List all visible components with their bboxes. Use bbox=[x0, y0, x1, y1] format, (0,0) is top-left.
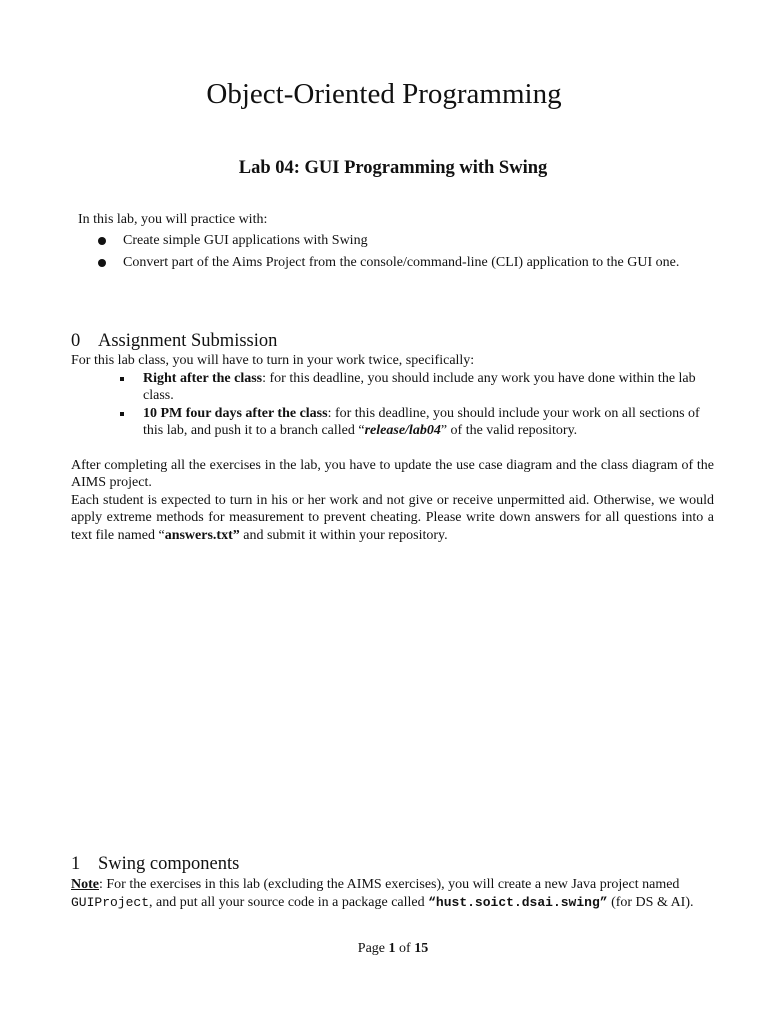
deadline-2-label: 10 PM four days after the class bbox=[143, 405, 328, 421]
bullet-dot-icon bbox=[98, 259, 106, 267]
section-1-title: Swing components bbox=[98, 854, 240, 874]
submission-intro: For this lab class, you will have to turn in your work twice, specifically: bbox=[71, 353, 475, 368]
diagram-paragraph: After completing all the exercises in the lab, you have to update the use case diagram and the class diagram of the AIMS project. bbox=[71, 457, 714, 490]
deadline-item bbox=[71, 370, 714, 405]
section-0-heading bbox=[71, 329, 277, 353]
deadline-list bbox=[71, 370, 714, 440]
of-word: of bbox=[395, 941, 415, 956]
note-text: : For the exercises in this lab (excluding the AIMS exercises), you will create a new Java project named bbox=[99, 877, 680, 892]
square-bullet-icon bbox=[120, 377, 124, 381]
intro-lead: In this lab, you will practice with: bbox=[78, 212, 268, 227]
intro-block bbox=[78, 211, 708, 276]
project-name: GUIProject bbox=[71, 894, 150, 910]
total-pages: 15 bbox=[414, 941, 429, 956]
intro-bullet-item bbox=[78, 254, 708, 272]
deadline-1-text: : for this deadline, you should include any work you have done within the lab class. bbox=[143, 370, 696, 403]
lab-subtitle: Lab 04: GUI Programming with Swing bbox=[238, 158, 548, 178]
answers-filename: answers.txt” bbox=[164, 527, 240, 543]
section-0-body bbox=[71, 352, 714, 544]
current-page: 1 bbox=[388, 941, 396, 956]
section-0-number: 0 bbox=[71, 331, 81, 351]
deadline-1-label: Right after the class bbox=[143, 370, 263, 386]
note-paragraph bbox=[71, 876, 714, 911]
deadline-item bbox=[71, 405, 714, 440]
intro-bullet-list bbox=[78, 232, 708, 272]
note-text-2: , and put all your source code in a package called bbox=[149, 894, 429, 910]
page-footer bbox=[0, 941, 768, 957]
section-0-title: Assignment Submission bbox=[98, 331, 278, 351]
square-bullet-icon bbox=[120, 412, 124, 416]
honesty-text: Each student is expected to turn in his or her work and not give or receive unpermitted aid. Otherwise, we would apply extreme methods for measurement to prevent cheating. Please write down answers for all questions into a text file named “ bbox=[71, 492, 714, 543]
package-name: “hust.soict.dsai.swing” bbox=[428, 894, 608, 910]
intro-bullet-text: Create simple GUI applications with Swing bbox=[123, 233, 368, 248]
intro-bullet-item bbox=[78, 232, 708, 250]
section-1-number: 1 bbox=[71, 854, 81, 874]
branch-name: release/lab04 bbox=[364, 423, 441, 438]
note-label: Note bbox=[71, 877, 99, 892]
honesty-paragraph bbox=[71, 492, 714, 545]
spacer bbox=[71, 440, 714, 457]
bullet-dot-icon bbox=[98, 237, 106, 245]
section-1-body bbox=[71, 876, 714, 911]
deadline-2-text: : for this deadline, you should include your work on all sections of this lab, and push it to a branch called “ bbox=[143, 405, 700, 438]
document-title: Object-Oriented Programming bbox=[206, 78, 562, 110]
page-word: Page bbox=[357, 941, 389, 956]
intro-bullet-text: Convert part of the Aims Project from the console/command-line (CLI) application to the GUI one. bbox=[123, 255, 680, 270]
honesty-text-end: and submit it within your repository. bbox=[239, 527, 448, 543]
deadline-2-text-end: ” of the valid repository. bbox=[440, 423, 578, 438]
note-text-3: (for DS & AI). bbox=[607, 894, 694, 910]
section-1-heading bbox=[71, 852, 239, 876]
